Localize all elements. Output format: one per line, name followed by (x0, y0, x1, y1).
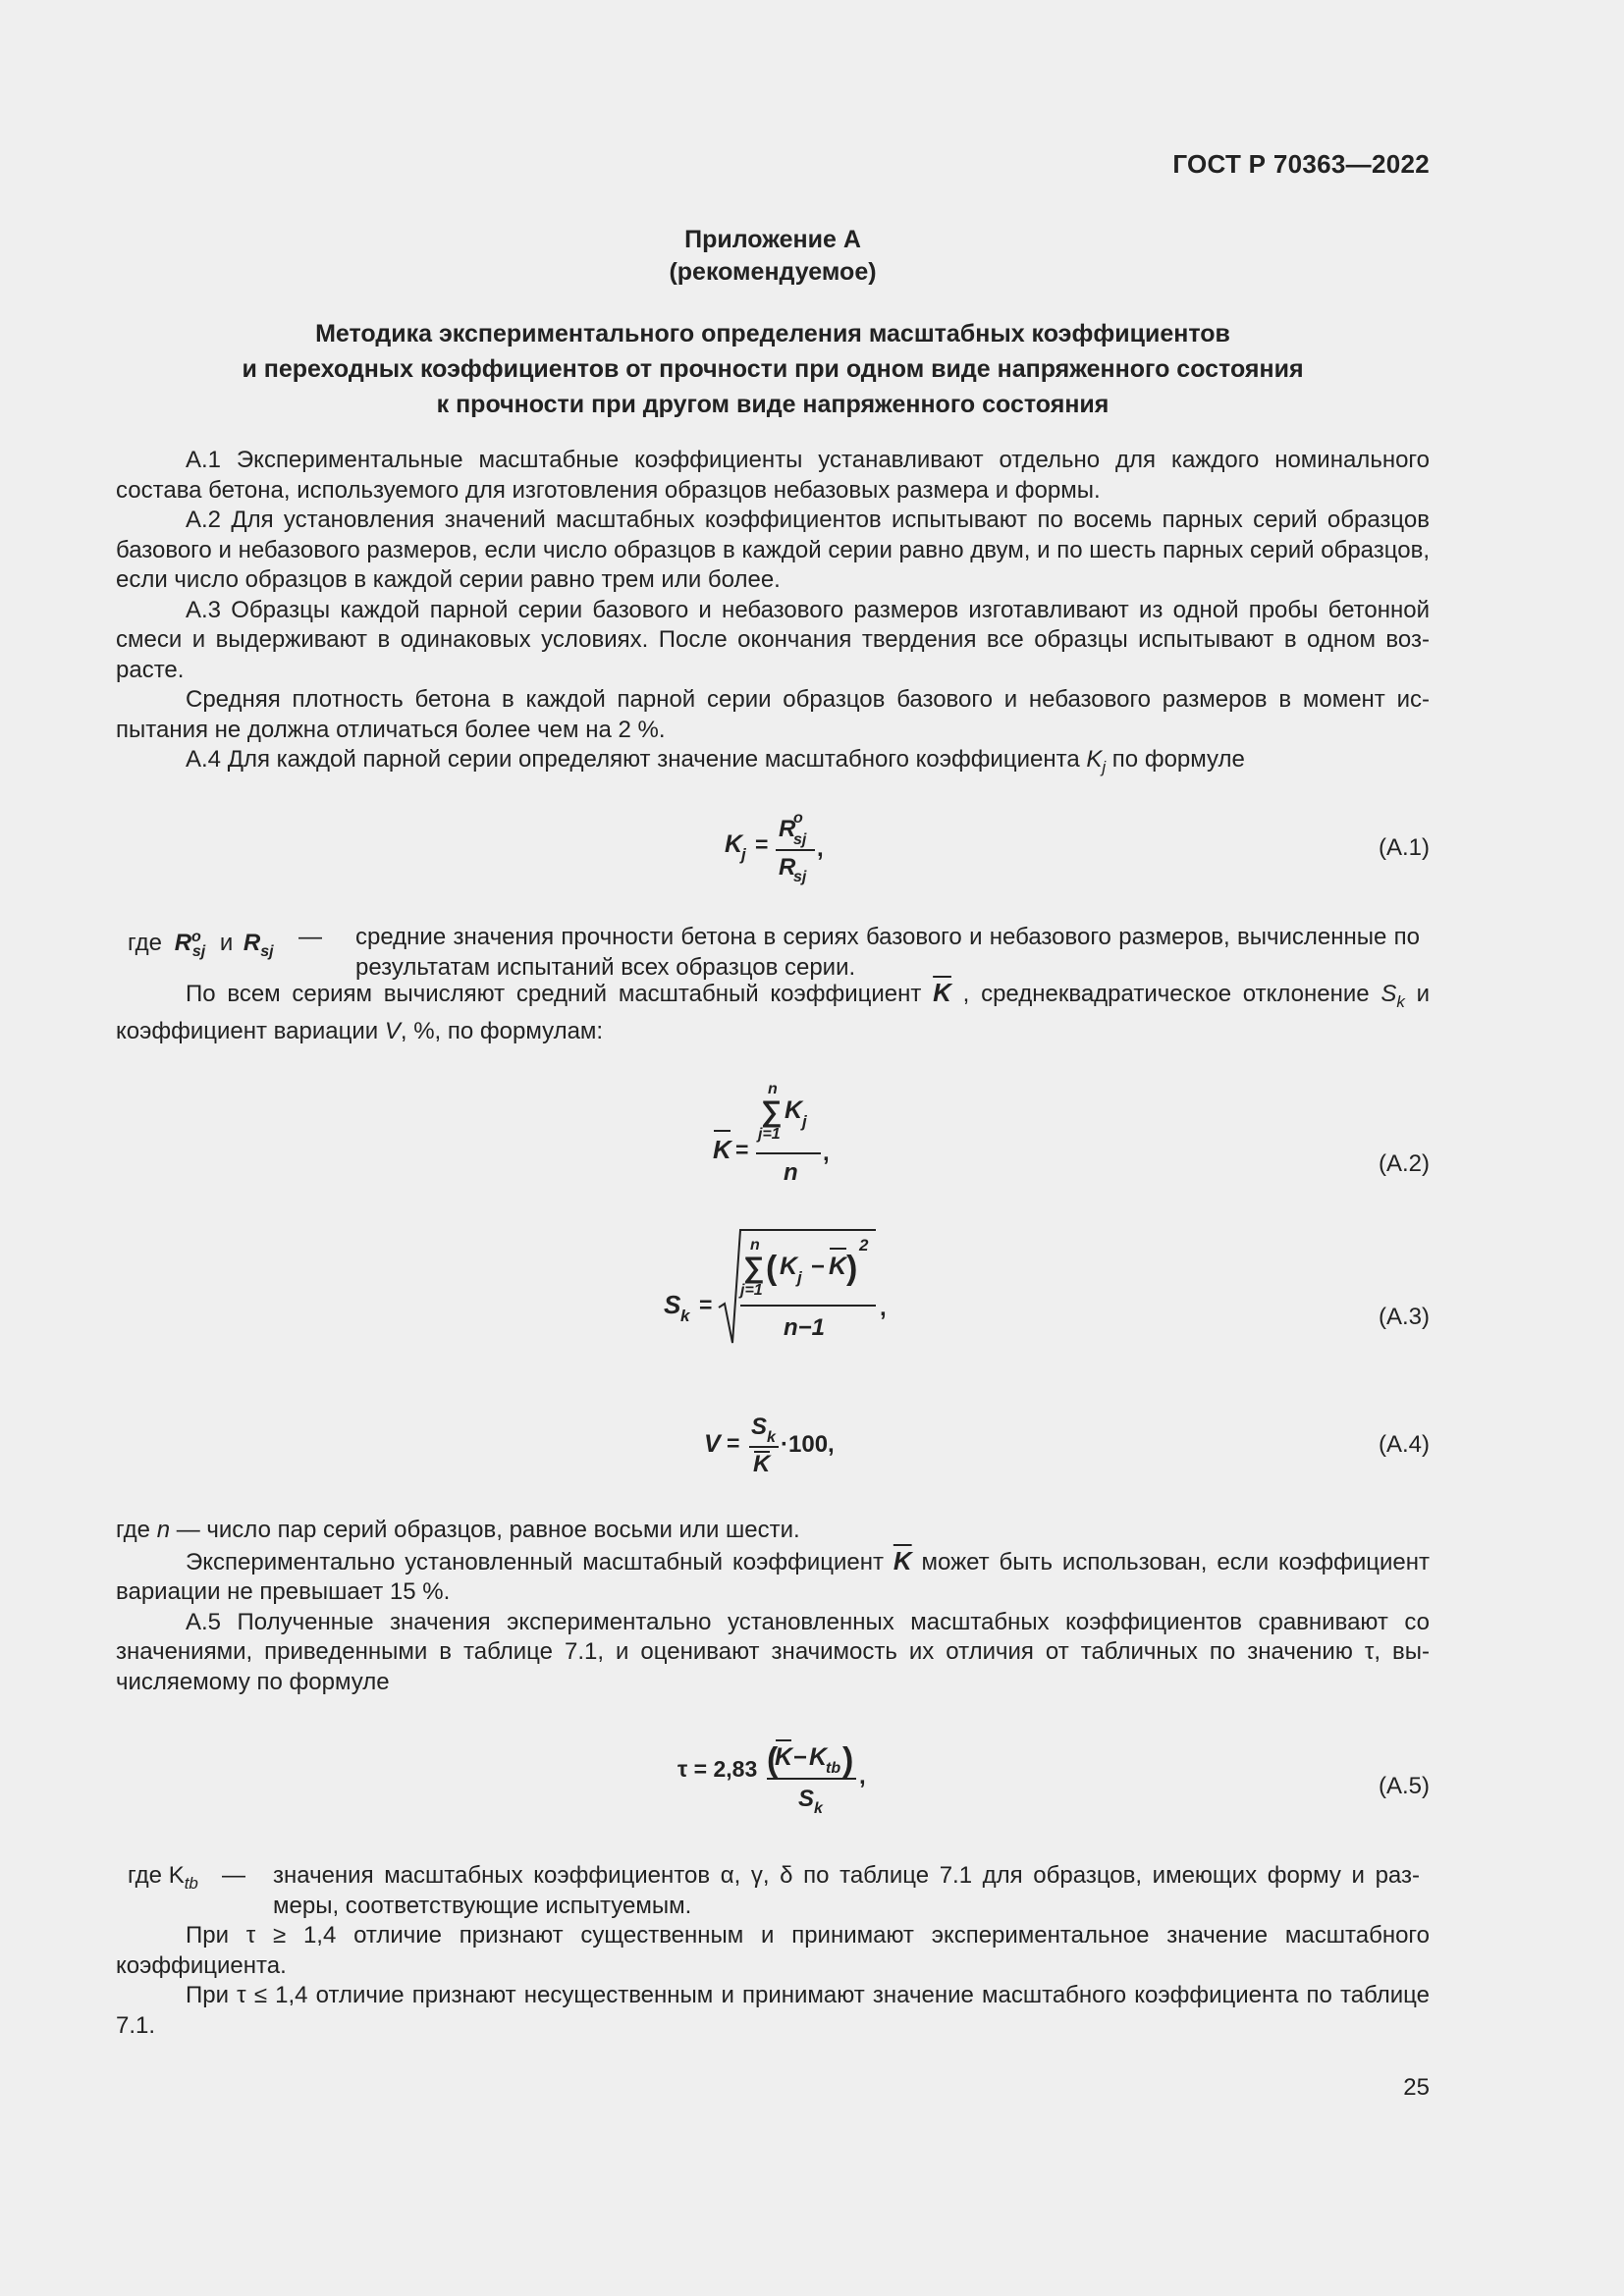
formula-a2-graphic (116, 1074, 1430, 1192)
series-end: , %, по формулам: (400, 1018, 604, 1045)
formula-a3-graphic (116, 1227, 1430, 1355)
body-section-2 (116, 978, 1430, 1047)
a2-term-sub: j (802, 1112, 807, 1131)
body-section-1 (116, 446, 1430, 782)
exp-post: может быть использован, если коэффициент вариации не превышает 15 %. (116, 1548, 1430, 1605)
paragraph-tau-ge: При τ ≥ 1,4 отличие признают существенным и принимают экспериментальное значение масштабного коэффициента. (116, 1922, 1430, 1979)
a4-var: K (1086, 746, 1103, 773)
formula-a5-number: (А.5) (1378, 1773, 1430, 1799)
where-n-post: — число пар серий образцов, равное восьми или шести. (170, 1517, 800, 1543)
a4-post: по формуле (1106, 746, 1245, 773)
a4-sub: j (1102, 757, 1107, 776)
a5-paren-close: ) (842, 1741, 854, 1779)
annex-heading (116, 224, 1430, 289)
main-title-line-2: и переходных коэффициентов от прочности при одном виде напряженного состояния (242, 355, 1304, 383)
a3-term: K (780, 1253, 798, 1280)
a2-eq: = (735, 1137, 749, 1162)
a4-text: А.4 Для каждой парной серии определяют значение масштабного коэффициента (186, 746, 1087, 773)
where-clause-r (116, 923, 1430, 984)
series-mid: , среднеквадратическое отклонение (950, 981, 1381, 1007)
annex-status: (рекомендуемое) (669, 258, 877, 286)
series-text: По всем сериям вычисляют средний масштабный коэффициент (186, 981, 934, 1007)
where-and: и (219, 930, 234, 956)
a3-den: n−1 (784, 1314, 826, 1341)
a3-minus: − (811, 1254, 826, 1280)
paragraph-where-n (116, 1516, 1430, 1546)
a1-lhs: K (725, 830, 743, 858)
a4-num-sub: k (767, 1429, 776, 1446)
a4-eq: = (727, 1430, 740, 1456)
where2-sub: tb (184, 1873, 198, 1893)
body-section-4 (116, 1921, 1430, 2041)
paragraph-a5: А.5 Полученные значения экспериментально установленных масштабных коэффициентов сравнивают со значениями, приведенными в таблице 7.1, и оценивают значимость их отличия от табличных по значению τ, вычисляемому по формуле (116, 1608, 1430, 1695)
where-clause-r-dash: — (298, 924, 322, 950)
a1-eq: = (755, 831, 769, 857)
paragraph-series (116, 978, 1430, 1047)
formula-a2-number: (А.2) (1378, 1150, 1430, 1177)
a4-lhs: V (704, 1430, 721, 1458)
paragraph-density: Средняя плотность бетона в каждой парной серии образцов базового и небазового размеров в момент испытания не должна отличаться более чем на 2 %. (116, 686, 1430, 743)
a3-sum-top: n (750, 1237, 760, 1254)
a2-sum-sign: ∑ (761, 1095, 783, 1128)
where-label: где (128, 930, 163, 956)
formula-a3-number: (А.3) (1378, 1304, 1430, 1330)
a3-eq: = (699, 1292, 713, 1317)
paragraph-a2: А.2 Для установления значений масштабных коэффициентов испытывают по восемь парных серий образцов базового и небазового размеров, если число образцов в каждой серии равно двум, и по шесть парных серий образцов, если число образцов в каждой серии равно трем или более. (116, 507, 1430, 593)
paragraph-a4 (116, 745, 1430, 782)
where-clause-ktb-label (128, 1861, 198, 1898)
a2-sum-bottom: j=1 (758, 1126, 781, 1143)
a3-tail: , (880, 1295, 887, 1321)
where-n-pre: где (116, 1517, 157, 1543)
a1-num-sup: o (793, 810, 803, 827)
a2-sum-top: n (768, 1081, 778, 1097)
paragraph-experimental (116, 1546, 1430, 1608)
paragraph-a3: А.3 Образцы каждой парной серии базового и небазового размеров изготавливают из одной пробы бетонной смеси и выдерживают в одинаковых условиях. После окончания твердения все образцы испытывают в одном возрасте. (116, 596, 1430, 683)
a1-lhs-sub: j (741, 845, 746, 864)
a5-minus: − (793, 1744, 808, 1771)
a5-paren-open: ( (767, 1741, 779, 1779)
where-clause-ktb (116, 1861, 1430, 1922)
page-number: 25 (1403, 2074, 1430, 2101)
a3-term-sub: j (797, 1268, 802, 1287)
a5-den: S (798, 1786, 815, 1812)
a3-sum-bottom: j=1 (740, 1282, 763, 1299)
series-s-sub: k (1396, 991, 1405, 1011)
main-title-line-3: к прочности при другом виде напряженного состояния (436, 391, 1110, 418)
formula-a3 (116, 1227, 1430, 1355)
a3-sum-sign: ∑ (743, 1252, 765, 1284)
a3-paren-open: ( (766, 1250, 778, 1287)
a5-den-sub: k (814, 1800, 823, 1817)
kbar-inline: $\overline{K}$ (933, 978, 951, 1007)
formula-a4 (116, 1410, 1430, 1478)
where2-label: где K (128, 1862, 185, 1889)
a1-num-sub: sj (793, 831, 807, 848)
a4-factor: ·100, (781, 1431, 835, 1458)
formula-a4-graphic (116, 1410, 1430, 1478)
series-s: S (1380, 981, 1397, 1007)
main-title-line-1: Методика экспериментального определения масштабных коэффициентов (315, 320, 1230, 347)
where-clause-ktb-text: значения масштабных коэффициентов α, γ, δ по таблице 7.1 для образцов, имеющих форму и размеры, соответствующие испытуемым. (273, 1862, 1420, 1919)
formula-a1-graphic (116, 807, 1430, 885)
a2-term: K (785, 1096, 803, 1124)
formula-a1-number: (А.1) (1378, 834, 1430, 861)
annex-title: Приложение А (684, 226, 861, 253)
a5-lhs: τ = 2,83 (677, 1756, 758, 1782)
formula-a5-graphic (116, 1726, 1430, 1817)
a1-tail: , (817, 835, 824, 862)
series-v: V (384, 1018, 401, 1045)
series-post: и коэффициент вариации (116, 981, 1431, 1045)
main-title (116, 316, 1430, 422)
formula-a1 (116, 807, 1430, 885)
formula-a4-number: (А.4) (1378, 1431, 1430, 1458)
a1-den: R (779, 854, 796, 881)
a3-lhs-sub: k (680, 1307, 690, 1325)
a5-ktb: K (809, 1743, 828, 1771)
a2-tail: , (823, 1140, 830, 1166)
where-clause-r-label: где $R^o_{sj}$ и $R_{sj}$ (128, 929, 274, 960)
where-clause-ktb-dash: — (222, 1862, 245, 1889)
formula-a2 (116, 1074, 1430, 1192)
a5-ktb-sub: tb (826, 1760, 841, 1777)
a3-paren-close: ) (846, 1250, 858, 1287)
where-n-var: n (156, 1517, 171, 1543)
a3-kbar: K (829, 1253, 847, 1280)
a1-den-sub: sj (793, 869, 807, 885)
paragraph-a1: А.1 Экспериментальные масштабные коэффициенты устанавливают отдельно для каждого номинального состава бетона, используемого для изготовления образцов небазовых размера и формы. (116, 447, 1430, 504)
a4-num: S (751, 1414, 768, 1440)
document-code: ГОСТ Р 70363—2022 (1172, 149, 1430, 179)
paragraph-tau-le: При τ ≤ 1,4 отличие признают несущественным и принимают значение масштабного коэффициента по таблице 7.1. (116, 1982, 1430, 2039)
kbar-inline-2: $\overline{K}$ (893, 1545, 912, 1575)
a5-tail: , (859, 1763, 866, 1789)
formula-a5 (116, 1726, 1430, 1817)
a5-kbar: K (775, 1743, 793, 1771)
a3-power: 2 (859, 1236, 869, 1255)
a1-num: R (779, 816, 796, 842)
body-section-3 (116, 1516, 1430, 1697)
a2-lhs: K (713, 1135, 731, 1164)
a3-lhs: S (664, 1290, 681, 1319)
where-clause-r-text: средние значения прочности бетона в сериях базового и небазового размеров, вычисленные по результатам испытаний всех образцов серии. (355, 924, 1420, 981)
a4-den: K (753, 1451, 771, 1477)
a2-den: n (784, 1159, 798, 1186)
exp-pre: Экспериментально установленный масштабный коэффициент (186, 1548, 893, 1575)
